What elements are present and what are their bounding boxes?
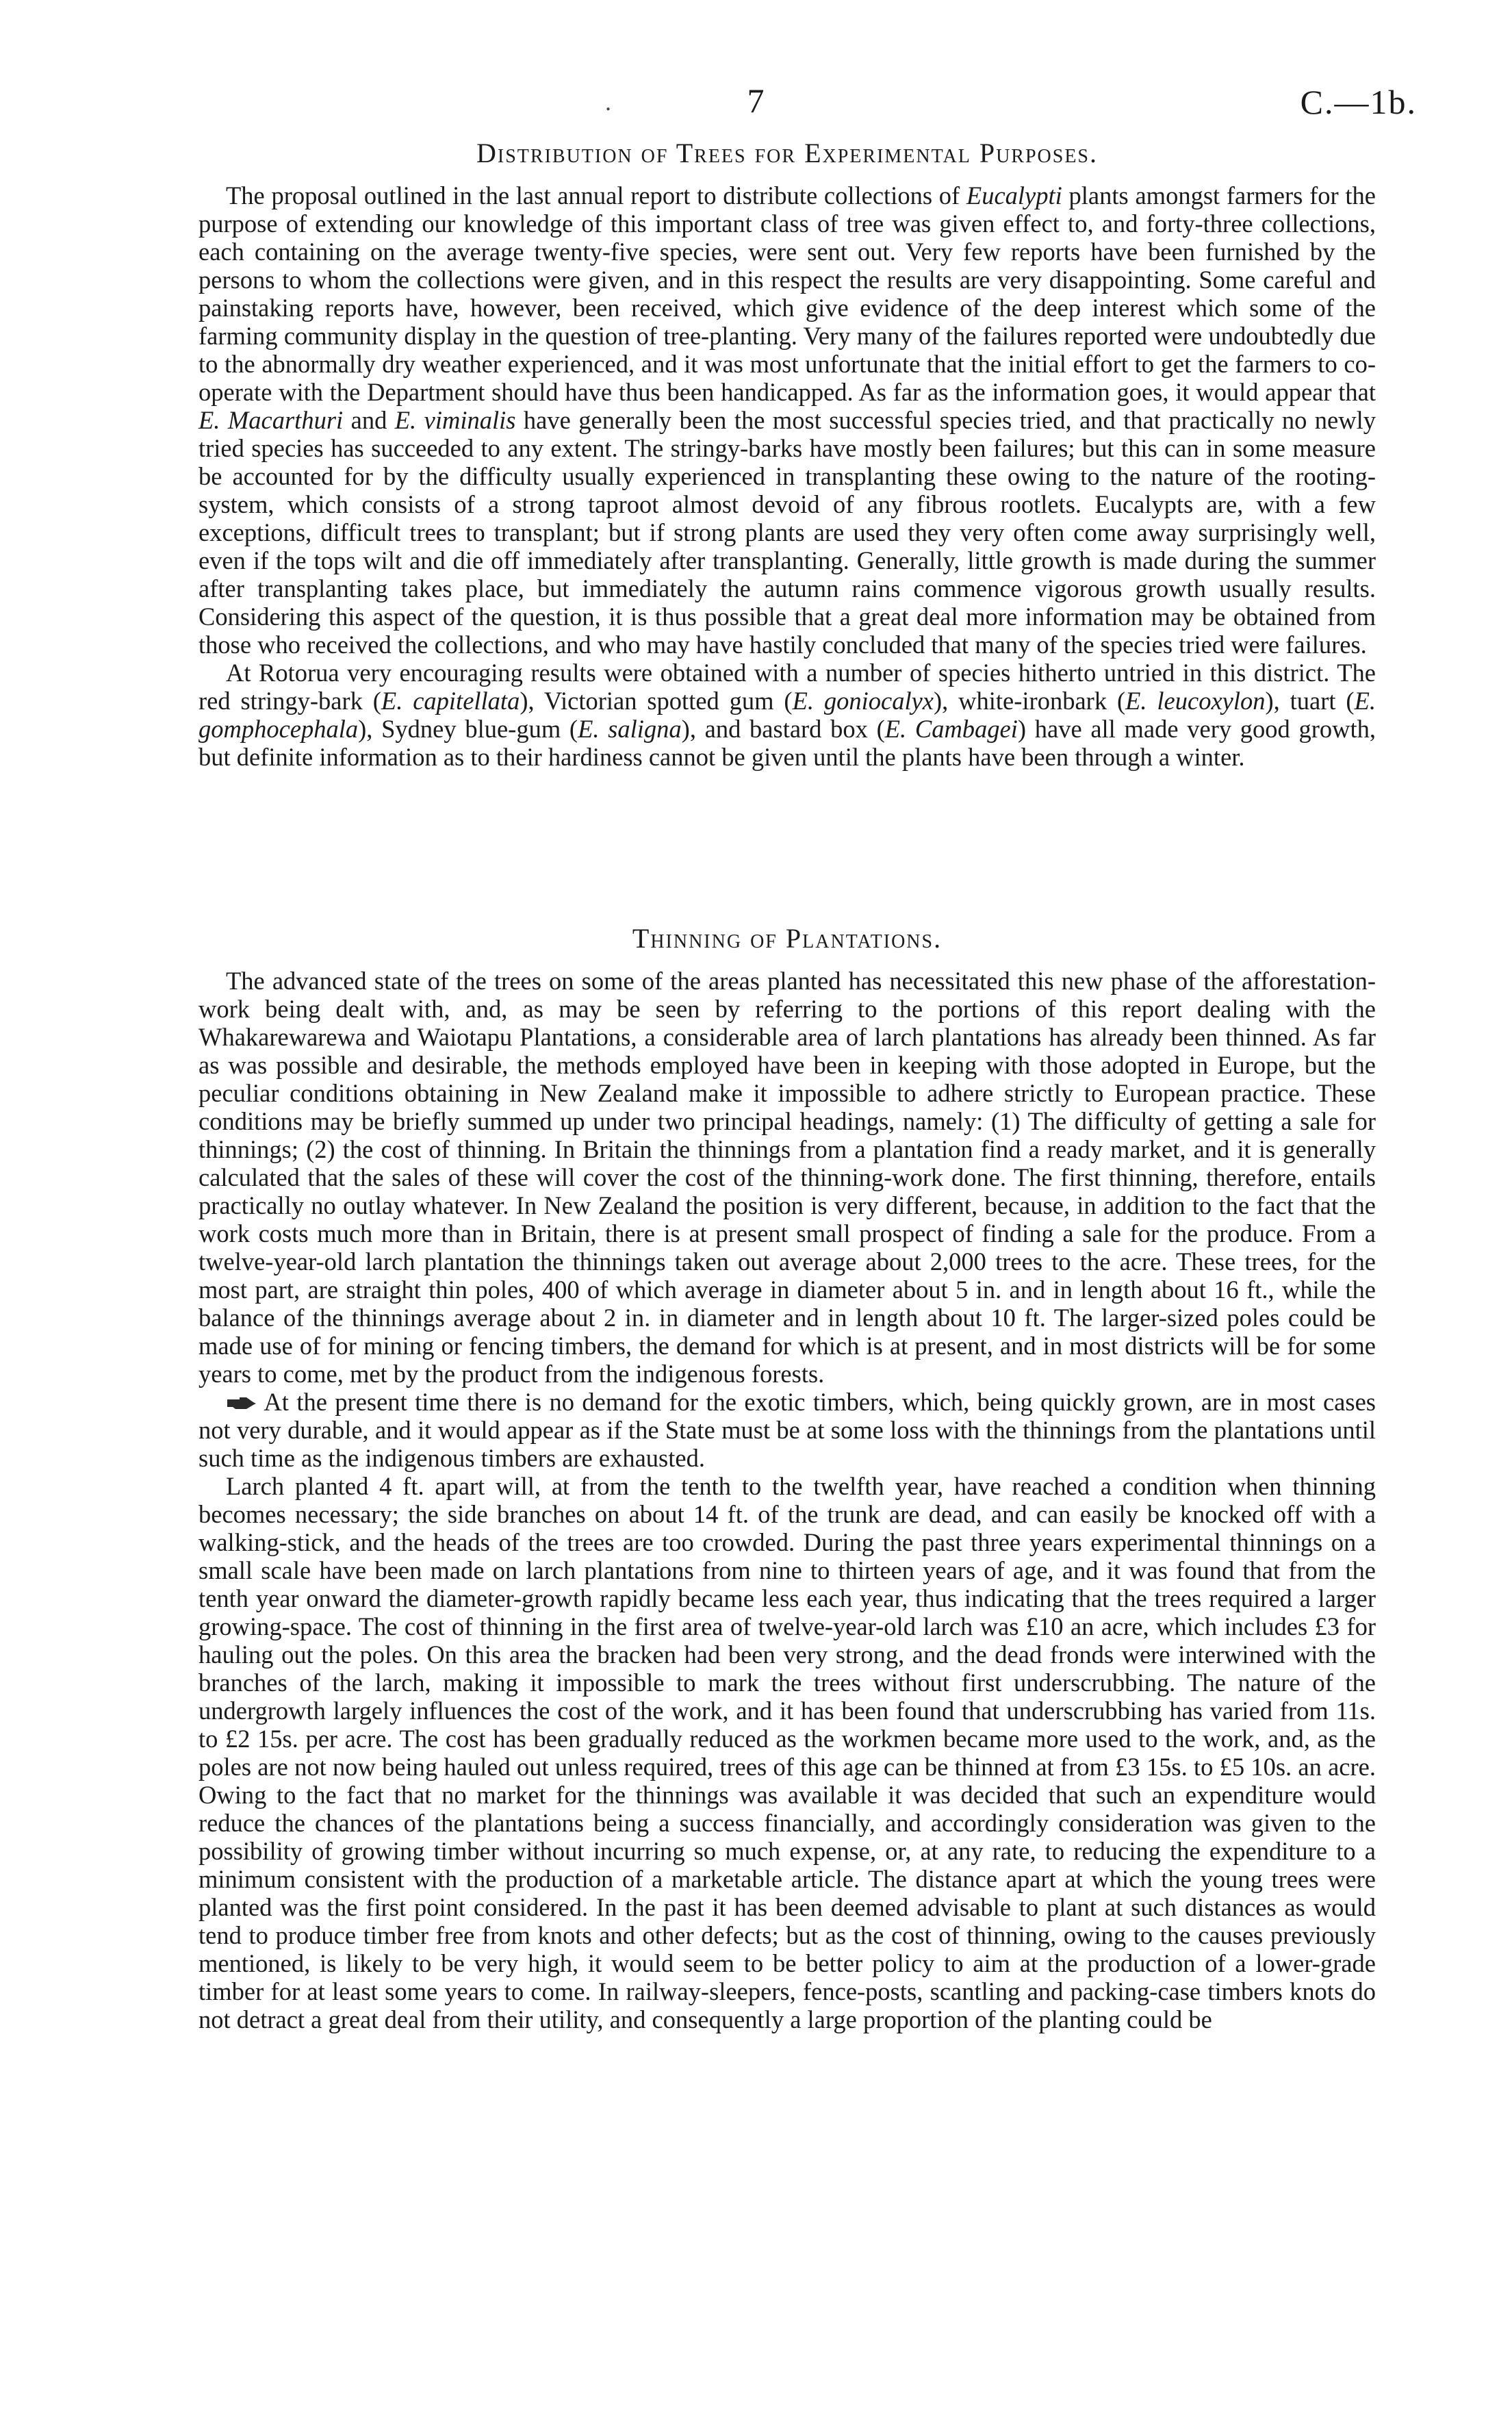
paragraph bbox=[198, 659, 1376, 771]
italic-species-name: E. goniocalyx bbox=[792, 687, 934, 715]
page-number: 7 bbox=[747, 81, 765, 120]
text-run: The advanced state of the trees on some of the areas planted has necessitated this new phase of the afforestation-work being dealt with, and, as may be seen by referring to the portions of this report dealing with the Whakarewarewa and Waiotapu Plantations, a considerable area of larch plantations has already been thinned. As far as was possible and desirable, the methods employed have been in keeping with those adopted in Europe, but the peculiar conditions obtaining in New Zealand make it impossible to adhere strictly to European practice. These conditions may be briefly summed up under two principal headings, namely: (1) The difficulty of getting a sale for thinnings; (2) the cost of thinning. In Britain the thinnings from a plantation find a ready market, and it is generally calculated that the sales of these will cover the cost of the thinning-work done. The first thinning, therefore, entails practically no outlay whatever. In New Zealand the position is very different, because, in addition to the fact that the work costs much more than in Britain, there is at present small prospect of finding a sale for the produce. From a twelve-year-old larch plantation the thinnings taken out average about 2,000 trees to the acre. These trees, for the most part, are straight thin poles, 400 of which average in diameter about 5 in. and in length about 16 ft., while the balance of the thinnings average about 2 in. in diameter and in length about 10 ft. The larger-sized poles could be made use of for mining or fencing timbers, the demand for which is at present, and in most districts will be for some years to come, met by the product from the indigenous forests. bbox=[198, 967, 1376, 1388]
text-run: ) have all made very good growth, but definite information as to their hardiness cannot be given until the plants have been through a winter. bbox=[198, 715, 1376, 771]
section-heading: Thinning of Plantations. bbox=[632, 923, 943, 954]
italic-species-name: E. leucoxylon bbox=[1125, 687, 1266, 715]
pointing-hand-icon bbox=[226, 1395, 257, 1412]
paragraph bbox=[198, 1472, 1376, 2033]
text-run: have generally been the most successful species tried, and that practically no newly tried species has succeeded to any extent. The stringy-barks have mostly been failures; but this can in some measure be accounted for by the difficulty usually experienced in transplanting these owing to the nature of the rooting-system, which consists of a strong taproot almost devoid of any fibrous rootlets. Eucalypts are, with a few exceptions, difficult trees to transplant; but if strong plants are used they very often come away surprisingly well, even if the tops wilt and die off immediately after transplanting. Generally, little growth is made during the summer after transplanting takes place, but immediately the autumn rains commence vigorous growth usually results. Considering this aspect of the question, it is thus possible that a great deal more information may be obtained from those who received the collections, and who may have hastily concluded that many of the species tried were failures. bbox=[198, 406, 1376, 659]
paragraph bbox=[198, 967, 1376, 1388]
text-run: and bbox=[343, 406, 395, 434]
text-run: ), tuart ( bbox=[1265, 687, 1355, 715]
stray-dot-mark: . bbox=[605, 88, 611, 116]
italic-species-name: E. Macarthuri bbox=[198, 406, 344, 434]
section-heading: Distribution of Trees for Experimental Purposes. bbox=[476, 138, 1098, 168]
italic-species-name: E. capitellata bbox=[381, 687, 520, 715]
document-reference: C.—1b. bbox=[1300, 83, 1417, 121]
text-run: The proposal outlined in the last annual report to distribute collections of bbox=[226, 181, 966, 210]
italic-species-name: E. viminalis bbox=[394, 406, 516, 434]
italic-species-name: E. gomphocephala bbox=[198, 687, 1376, 743]
text-run: ), Sydney blue-gum ( bbox=[358, 715, 578, 743]
section-distribution-of-trees bbox=[198, 138, 1376, 771]
text-run: ), white-ironbark ( bbox=[934, 687, 1126, 715]
section-paragraphs bbox=[198, 967, 1376, 2033]
italic-species-name: E. saligna bbox=[578, 715, 682, 743]
text-run: At the present time there is no demand for the exotic timbers, which, being quickly grown, are in most cases not very durable, and it would appear as if the State must be at some loss with the thinnings from the plantations until such time as the indigenous timbers are exhausted. bbox=[198, 1388, 1376, 1472]
italic-species-name: E. Cambagei bbox=[884, 715, 1018, 743]
text-run: ), and bastard box ( bbox=[681, 715, 885, 743]
italic-species-name: Eucalypti bbox=[966, 181, 1062, 210]
text-run: ), Victorian spotted gum ( bbox=[520, 687, 793, 715]
section-paragraphs bbox=[198, 181, 1376, 771]
section-thinning-of-plantations bbox=[198, 923, 1376, 2033]
text-run: Larch planted 4 ft. apart will, at from the tenth to the twelfth year, have reached a condition when thinning becomes necessary; the side branches on about 14 ft. of the trunk are dead, and can easily be knocked off with a walking-stick, and the heads of the trees are too crowded. During the past three years experimental thinnings on a small scale have been made on larch plantations from nine to thirteen years of age, and it was found that from the tenth year onward the diameter-growth rapidly became less each year, thus indicating that the trees required a larger growing-space. The cost of thinning in the first area of twelve-year-old larch was £10 an acre, which includes £3 for hauling out the poles. On this area the bracken had been very strong, and the dead fronds were interwined with the branches of the larch, making it impossible to mark the trees without first underscrubbing. The nature of the undergrowth largely influences the cost of the work, and it has been found that underscrubbing has varied from 11s. to £2 15s. per acre. The cost has been gradually reduced as the workmen became more used to the work, and, as the poles are not now being hauled out unless required, trees of this age can be thinned at from £3 15s. to £5 10s. an acre. Owing to the fact that no market for the thinnings was available it was decided that such an expenditure would reduce the chances of the plantations being a success financially, and accordingly consideration was given to the possibility of growing timber without incurring so much expense, or, at any rate, to reducing the expenditure to a minimum consistent with the production of a marketable article. The distance apart at which the young trees were planted was the first point considered. In the past it has been deemed advisable to plant at such distances as would tend to produce timber free from knots and other defects; but as the cost of thinning, owing to the causes previously mentioned, is likely to be very high, it would seem to be better policy to aim at the production of a lower-grade timber for at least some years to come. In railway-sleepers, fence-posts, scantling and packing-case timbers knots do not detract a great deal from their utility, and consequently a large proportion of the planting could be bbox=[198, 1472, 1376, 2033]
text-run: At Rotorua very encouraging results were obtained with a number of species hitherto untried in this district. The red stringy-bark ( bbox=[198, 659, 1376, 715]
paragraph bbox=[198, 1388, 1376, 1472]
paragraph bbox=[198, 181, 1376, 659]
text-run: plants amongst farmers for the purpose of extending our knowledge of this important class of tree was given effect to, and forty-three collections, each containing on the average twenty-five species, were sent out. Very few reports have been furnished by the persons to whom the collections were given, and in this respect the results are very disappointing. Some careful and painstaking reports have, however, been received, which give evidence of the deep interest which some of the farming community display in the question of tree-planting. Very many of the failures reported were undoubtedly due to the abnormally dry weather experienced, and it was most unfortunate that the initial effort to get the farmers to co-operate with the Department should have thus been handicapped. As far as the information goes, it would appear that bbox=[198, 181, 1376, 406]
